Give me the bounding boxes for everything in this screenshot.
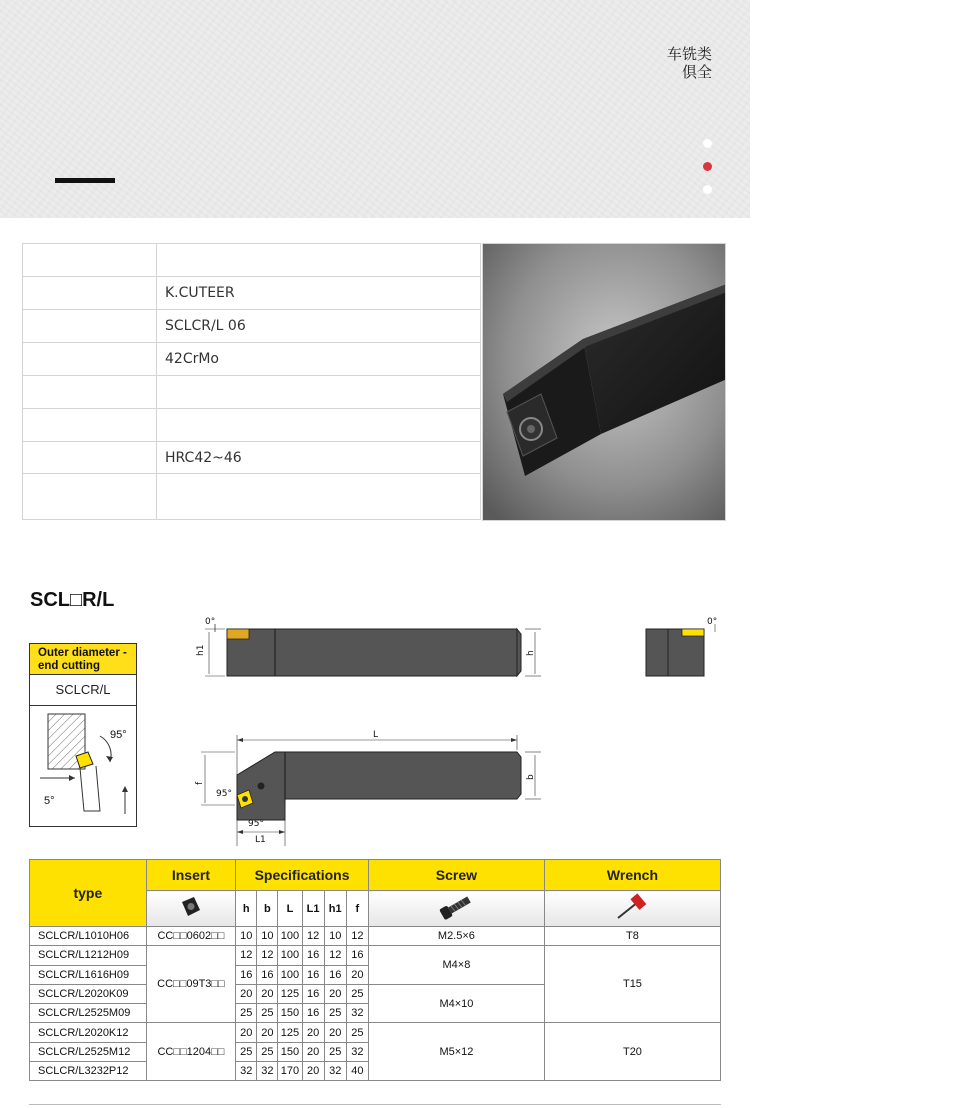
param-value (157, 376, 481, 409)
zero-angle-label: 0° (205, 617, 216, 627)
cell-L: 100 (278, 927, 302, 946)
param-row (23, 376, 481, 409)
header-wrench: Wrench (544, 860, 720, 891)
param-value: SCLCR/L 06 (157, 310, 481, 343)
wrench-icon (612, 892, 652, 922)
param-value: K.CUTEER (157, 277, 481, 310)
cell-L1: 16 (302, 984, 324, 1003)
cell-type: SCLCR/L1616H09 (30, 965, 147, 984)
cell-type: SCLCR/L2525M12 (30, 1042, 147, 1061)
table-row (30, 927, 721, 946)
cell-L1: 20 (302, 1023, 324, 1042)
param-key (23, 474, 157, 520)
param-key (23, 376, 157, 409)
col-L1: L1 (302, 891, 324, 927)
col-h1: h1 (324, 891, 346, 927)
card-code: SCLCR/L (30, 675, 136, 706)
param-key (23, 343, 157, 376)
cell-f: 32 (346, 1042, 368, 1061)
cell-h: 20 (236, 984, 257, 1003)
cell-screw: M5×12 (368, 1023, 544, 1081)
cell-type: SCLCR/L3232P12 (30, 1062, 147, 1081)
cell-f: 32 (346, 1004, 368, 1023)
cell-b: 20 (257, 984, 278, 1003)
cell-L: 170 (278, 1062, 302, 1081)
cell-f: 16 (346, 946, 368, 965)
param-row (23, 442, 481, 474)
cell-L: 100 (278, 946, 302, 965)
cell-h: 25 (236, 1004, 257, 1023)
col-f: f (346, 891, 368, 927)
cell-L: 125 (278, 1023, 302, 1042)
cell-b: 32 (257, 1062, 278, 1081)
param-key (23, 277, 157, 310)
param-value (157, 474, 481, 520)
tool-technical-drawing (185, 610, 745, 850)
model-title: SCL□R/L (30, 589, 115, 611)
cell-h1: 20 (324, 984, 346, 1003)
param-value: 42CrMo (157, 343, 481, 376)
param-key (23, 442, 157, 474)
cell-b: 20 (257, 1023, 278, 1042)
cell-L: 100 (278, 965, 302, 984)
dim-angle-side: 95° (216, 789, 232, 799)
cell-b: 25 (257, 1042, 278, 1061)
table-row (30, 1023, 721, 1042)
param-row (23, 277, 481, 310)
cell-h1: 25 (324, 1042, 346, 1061)
param-value (157, 409, 481, 442)
cell-h: 16 (236, 965, 257, 984)
cell-insert: CC□□0602□□ (146, 927, 236, 946)
hero-banner (0, 0, 750, 218)
cell-f: 25 (346, 1023, 368, 1042)
cell-f: 25 (346, 984, 368, 1003)
cell-type: SCLCR/L1212H09 (30, 946, 147, 965)
param-row (23, 244, 481, 277)
cell-b: 25 (257, 1004, 278, 1023)
cell-h1: 16 (324, 965, 346, 984)
cell-f: 12 (346, 927, 368, 946)
insert-icon (178, 894, 204, 920)
cutting-angle-diagram (30, 706, 136, 827)
card-angle-top: 95° (110, 729, 127, 741)
cell-type: SCLCR/L2525M09 (30, 1004, 147, 1023)
banner-accent-bar (55, 178, 115, 183)
dim-h1: h1 (196, 644, 206, 656)
header-type: type (30, 860, 147, 927)
cell-L: 150 (278, 1004, 302, 1023)
specification-table (29, 859, 721, 1081)
dim-L1: L1 (255, 835, 266, 845)
cell-h1: 10 (324, 927, 346, 946)
col-b: b (257, 891, 278, 927)
param-key (23, 310, 157, 343)
col-L: L (278, 891, 302, 927)
param-row (23, 343, 481, 376)
screw-icon (436, 892, 476, 922)
cell-type: SCLCR/L2020K12 (30, 1023, 147, 1042)
cell-type: SCLCR/L2020K09 (30, 984, 147, 1003)
divider (29, 1104, 721, 1105)
cell-screw: M2.5×6 (368, 927, 544, 946)
param-value (157, 244, 481, 277)
wrench-icon-cell (544, 891, 720, 927)
cell-screw: M4×8 (368, 946, 544, 985)
cell-L: 150 (278, 1042, 302, 1061)
param-row (23, 409, 481, 442)
cell-h: 32 (236, 1062, 257, 1081)
cell-wrench: T15 (544, 946, 720, 1023)
cell-wrench: T8 (544, 927, 720, 946)
dim-h: h (526, 650, 536, 656)
zero-angle-label-end: 0° (707, 617, 718, 627)
cell-L1: 16 (302, 1004, 324, 1023)
header-insert: Insert (146, 860, 236, 891)
cell-L: 125 (278, 984, 302, 1003)
cell-h: 10 (236, 927, 257, 946)
cell-f: 40 (346, 1062, 368, 1081)
cell-insert: CC□□1204□□ (146, 1023, 236, 1081)
card-heading: Outer diameter -end cutting (30, 644, 136, 675)
cell-h1: 32 (324, 1062, 346, 1081)
cell-h1: 20 (324, 1023, 346, 1042)
param-row (23, 310, 481, 343)
carousel-dot-2-active[interactable] (703, 162, 712, 171)
cell-type: SCLCR/L1010H06 (30, 927, 147, 946)
cell-b: 16 (257, 965, 278, 984)
cell-L1: 16 (302, 965, 324, 984)
param-key (23, 244, 157, 277)
param-value: HRC42~46 (157, 442, 481, 474)
cell-h: 25 (236, 1042, 257, 1061)
dim-L: L (373, 730, 379, 740)
cell-L1: 16 (302, 946, 324, 965)
header-specifications: Specifications (236, 860, 369, 891)
cell-f: 20 (346, 965, 368, 984)
param-row (23, 474, 481, 520)
cell-b: 10 (257, 927, 278, 946)
dim-b: b (526, 774, 536, 780)
card-angle-bottom: 5° (44, 795, 55, 807)
cell-b: 12 (257, 946, 278, 965)
param-key (23, 409, 157, 442)
product-photo (482, 243, 726, 521)
cell-h1: 25 (324, 1004, 346, 1023)
banner-title-line1: 车铣类 (666, 45, 712, 63)
header-screw: Screw (368, 860, 544, 891)
insert-icon-cell (146, 891, 236, 927)
carousel-dot-3[interactable] (703, 185, 712, 194)
cell-L1: 12 (302, 927, 324, 946)
cell-insert: CC□□09T3□□ (146, 946, 236, 1023)
dim-f: f (195, 781, 205, 785)
cutting-type-card (29, 643, 137, 827)
cell-L1: 20 (302, 1062, 324, 1081)
product-parameters-table (22, 243, 481, 520)
banner-title (667, 45, 712, 81)
col-h: h (236, 891, 257, 927)
cell-L1: 20 (302, 1042, 324, 1061)
cell-screw: M4×10 (368, 984, 544, 1023)
cell-h1: 12 (324, 946, 346, 965)
cell-h: 12 (236, 946, 257, 965)
dim-angle-bottom: 95° (248, 819, 264, 829)
cell-wrench: T20 (544, 1023, 720, 1081)
carousel-dot-1[interactable] (703, 139, 712, 148)
screw-icon-cell (368, 891, 544, 927)
cell-h: 20 (236, 1023, 257, 1042)
banner-title-line2: 俱全 (681, 63, 712, 81)
table-row (30, 946, 721, 965)
